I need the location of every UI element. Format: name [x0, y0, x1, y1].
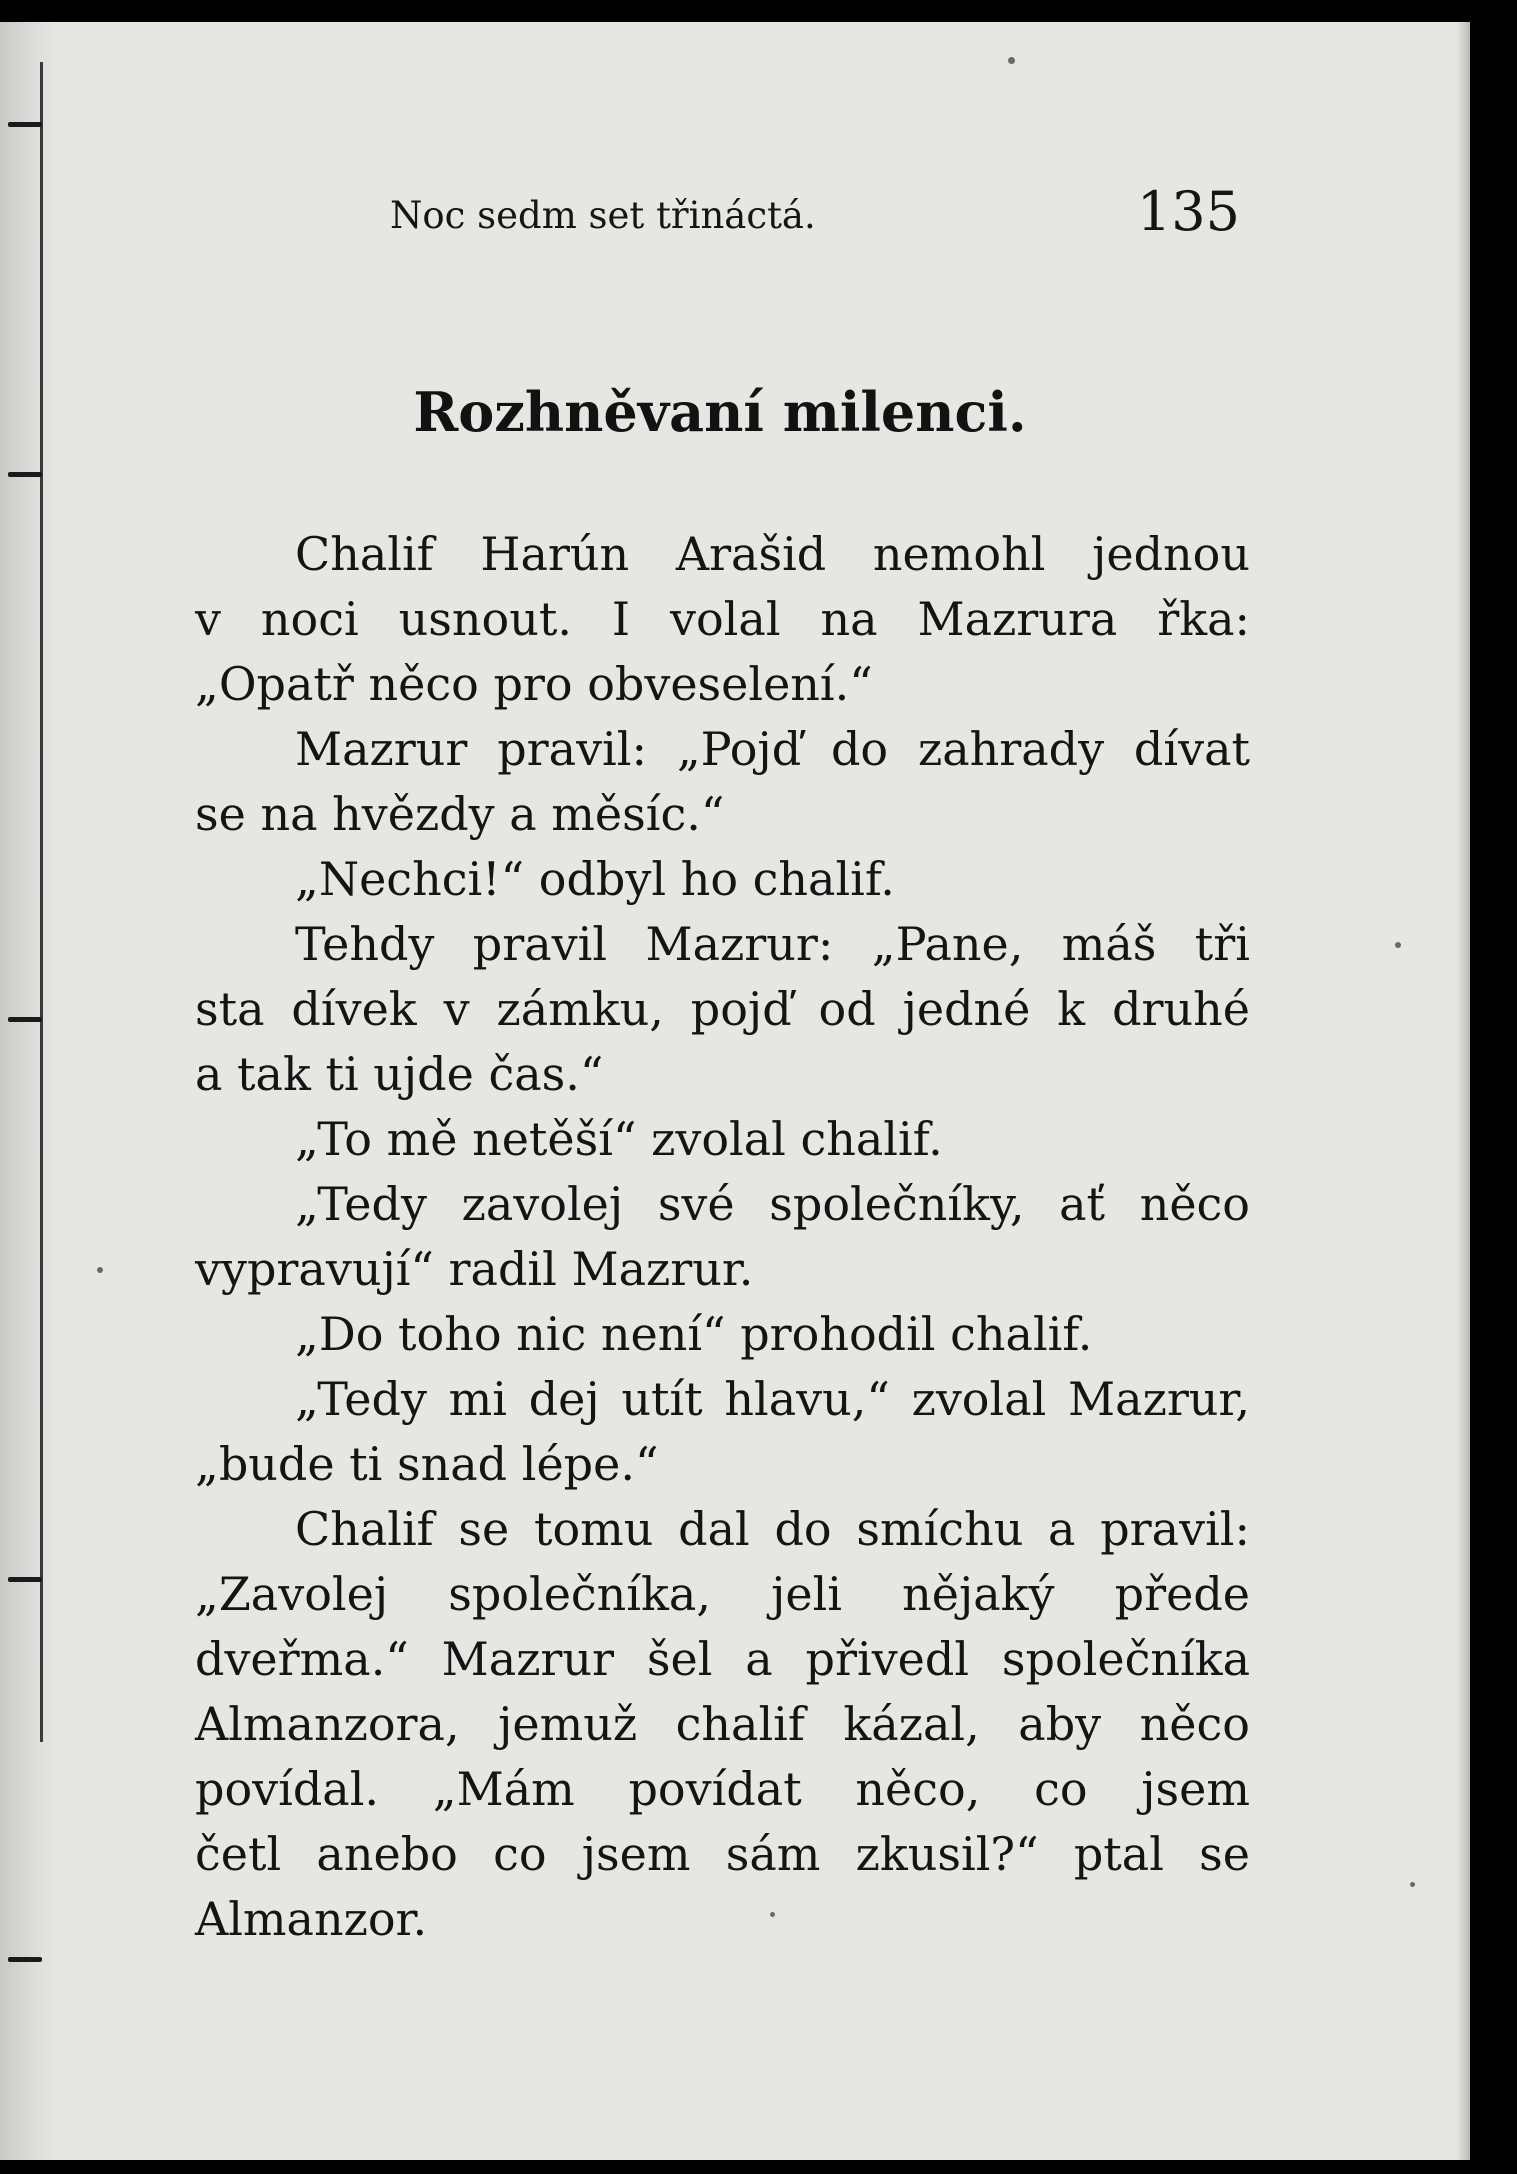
chapter-title: Rozhněvaní milenci. — [413, 380, 1027, 444]
text-line: „bude ti snad lépe.“ — [195, 1437, 659, 1491]
paper-speck — [1008, 57, 1015, 64]
text-line: Chalif se tomu dal do smíchu a pravil: — [295, 1502, 1250, 1556]
text-line: „Tedy zavolej své společníky, ať něco — [295, 1177, 1250, 1231]
paper-speck — [1410, 1882, 1415, 1887]
text-line: se na hvězdy a měsíc.“ — [195, 787, 725, 841]
text-line: a tak ti ujde čas.“ — [195, 1047, 604, 1101]
text-line: „Nechci!“ odbyl ho chalif. — [295, 852, 895, 906]
page-edge-shadow — [1456, 22, 1470, 2160]
binding-stitch — [8, 1577, 42, 1582]
text-line: „Do toho nic není“ prohodil chalif. — [295, 1307, 1093, 1361]
text-line: v noci usnout. I volal na Mazrura řka: — [195, 592, 1250, 646]
text-line: Mazrur pravil: „Pojď do zahrady dívat — [295, 722, 1250, 776]
text-line: „Tedy mi dej utít hlavu,“ zvolal Mazrur, — [295, 1372, 1250, 1426]
page-header — [390, 180, 1250, 250]
page-binding — [0, 22, 58, 2160]
text-line: sta dívek v zámku, pojď od jedné k druhé — [195, 982, 1250, 1036]
running-head: Noc sedm set třináctá. — [390, 194, 816, 237]
binding-stitch — [8, 1957, 42, 1962]
paper-speck — [97, 1267, 103, 1273]
text-line: četl anebo co jsem sám zkusil?“ ptal se — [195, 1827, 1250, 1881]
text-line: povídal. „Mám povídat něco, co jsem — [195, 1762, 1250, 1816]
binding-line — [40, 62, 43, 1742]
text-line: vypravují“ radil Mazrur. — [195, 1242, 754, 1296]
text-line: dveřma.“ Mazrur šel a přivedl společníka — [195, 1632, 1250, 1686]
text-line: „To mě netěší“ zvolal chalif. — [295, 1112, 943, 1166]
text-line: Tehdy pravil Mazrur: „Pane, máš tři — [295, 917, 1250, 971]
binding-stitch — [8, 122, 42, 127]
text-line: „Opatř něco pro obveselení.“ — [195, 657, 873, 711]
book-page — [0, 22, 1470, 2160]
page-number: 135 — [1136, 180, 1240, 243]
paper-speck — [1395, 942, 1401, 948]
text-line: Almanzora, jemuž chalif kázal, aby něco — [195, 1697, 1250, 1751]
binding-stitch — [8, 1017, 42, 1022]
text-line: Almanzor. — [195, 1892, 428, 1946]
text-line: Chalif Harún Arašid nemohl jednou — [295, 527, 1250, 581]
text-line: „Zavolej společníka, jeli nějaký přede — [195, 1567, 1250, 1621]
binding-stitch — [8, 472, 42, 477]
body-text — [195, 522, 1250, 1952]
